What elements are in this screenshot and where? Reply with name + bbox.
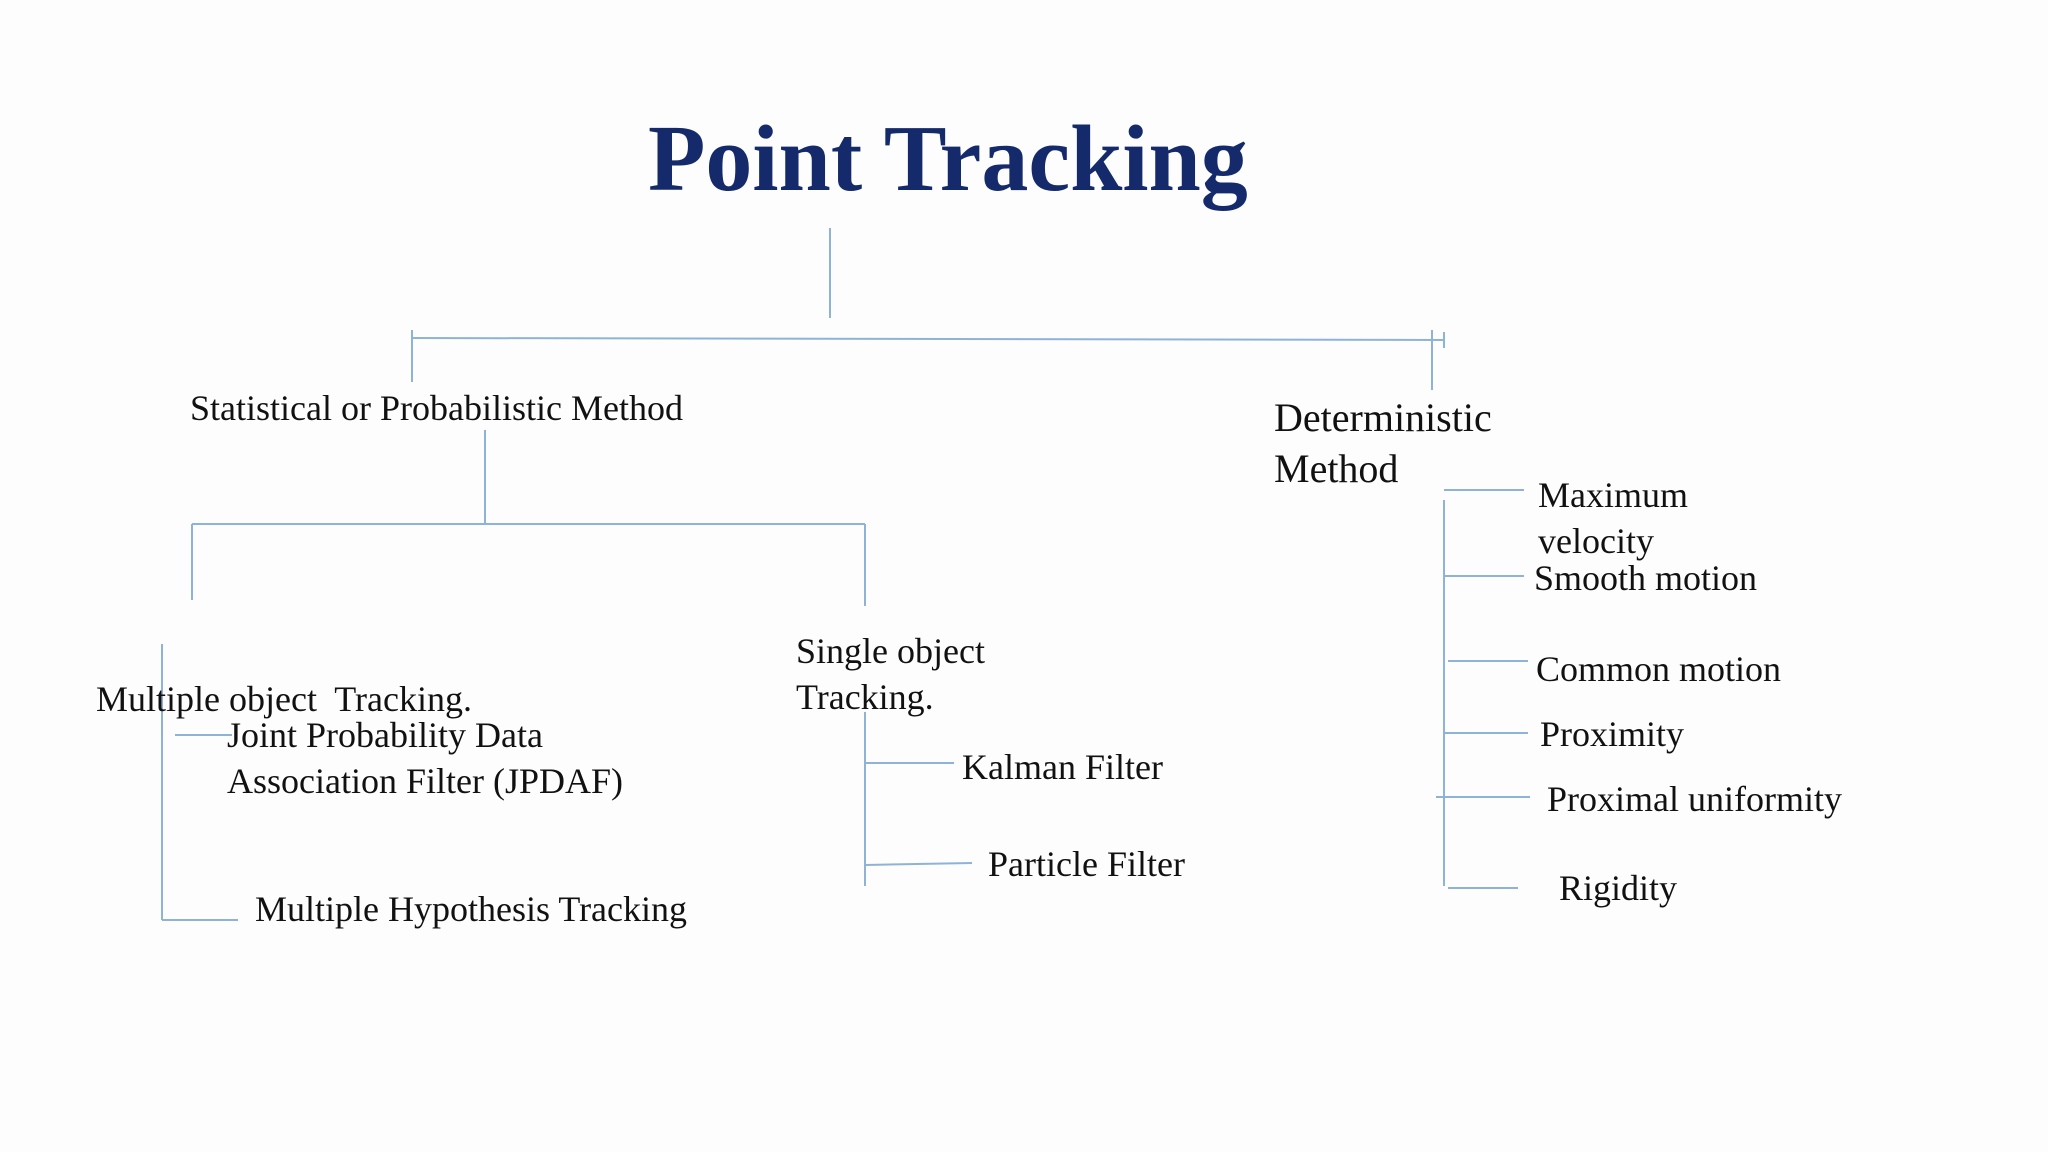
node-multiple-hypothesis-tracking (255, 886, 687, 932)
node-particle-filter (988, 841, 1185, 887)
node-maximum-velocity-line2: velocity (1538, 521, 1654, 561)
node-kalman-filter (962, 744, 1163, 790)
node-kalman-filter-label: Kalman Filter (962, 747, 1163, 787)
node-statistical-method (190, 385, 683, 431)
node-multiple-hypothesis-tracking-label: Multiple Hypothesis Tracking (255, 889, 688, 929)
node-jpdaf (227, 712, 623, 804)
node-maximum-velocity-line1: Maximum (1538, 475, 1688, 515)
node-smooth-motion-label: Smooth motion (1534, 558, 1758, 598)
node-particle-filter-label: Particle Filter (988, 844, 1185, 884)
node-smooth-motion (1534, 555, 1757, 601)
diagram-title: Point Tracking (648, 107, 1248, 211)
connector-root-bar (412, 338, 1444, 340)
node-jpdaf-line1: Joint Probability Data (227, 715, 543, 755)
node-single-object-tracking-line2: Tracking. (796, 677, 934, 717)
node-single-object-tracking-line1: Single object (796, 631, 985, 671)
node-proximal-uniformity-label: Proximal uniformity (1547, 779, 1842, 819)
node-statistical-method-label: Statistical or Probabilistic Method (190, 388, 683, 428)
node-common-motion-label: Common motion (1536, 649, 1782, 689)
node-maximum-velocity (1538, 472, 1688, 564)
node-jpdaf-line2: Association Filter (JPDAF) (227, 761, 623, 801)
node-common-motion (1536, 646, 1781, 692)
node-proximity-label: Proximity (1540, 714, 1685, 754)
node-rigidity-label: Rigidity (1559, 868, 1678, 908)
node-multiple-object-tracking-label: Multiple object Tracking. (96, 679, 472, 719)
node-proximity (1540, 711, 1684, 757)
node-proximal-uniformity (1547, 776, 1842, 822)
node-deterministic-method-line2: Method (1274, 446, 1399, 491)
node-deterministic-method-line1: Deterministic (1274, 395, 1492, 440)
node-deterministic-method (1274, 392, 1492, 494)
connector-particle (865, 863, 972, 865)
node-rigidity (1559, 865, 1677, 911)
node-single-object-tracking (796, 628, 985, 720)
